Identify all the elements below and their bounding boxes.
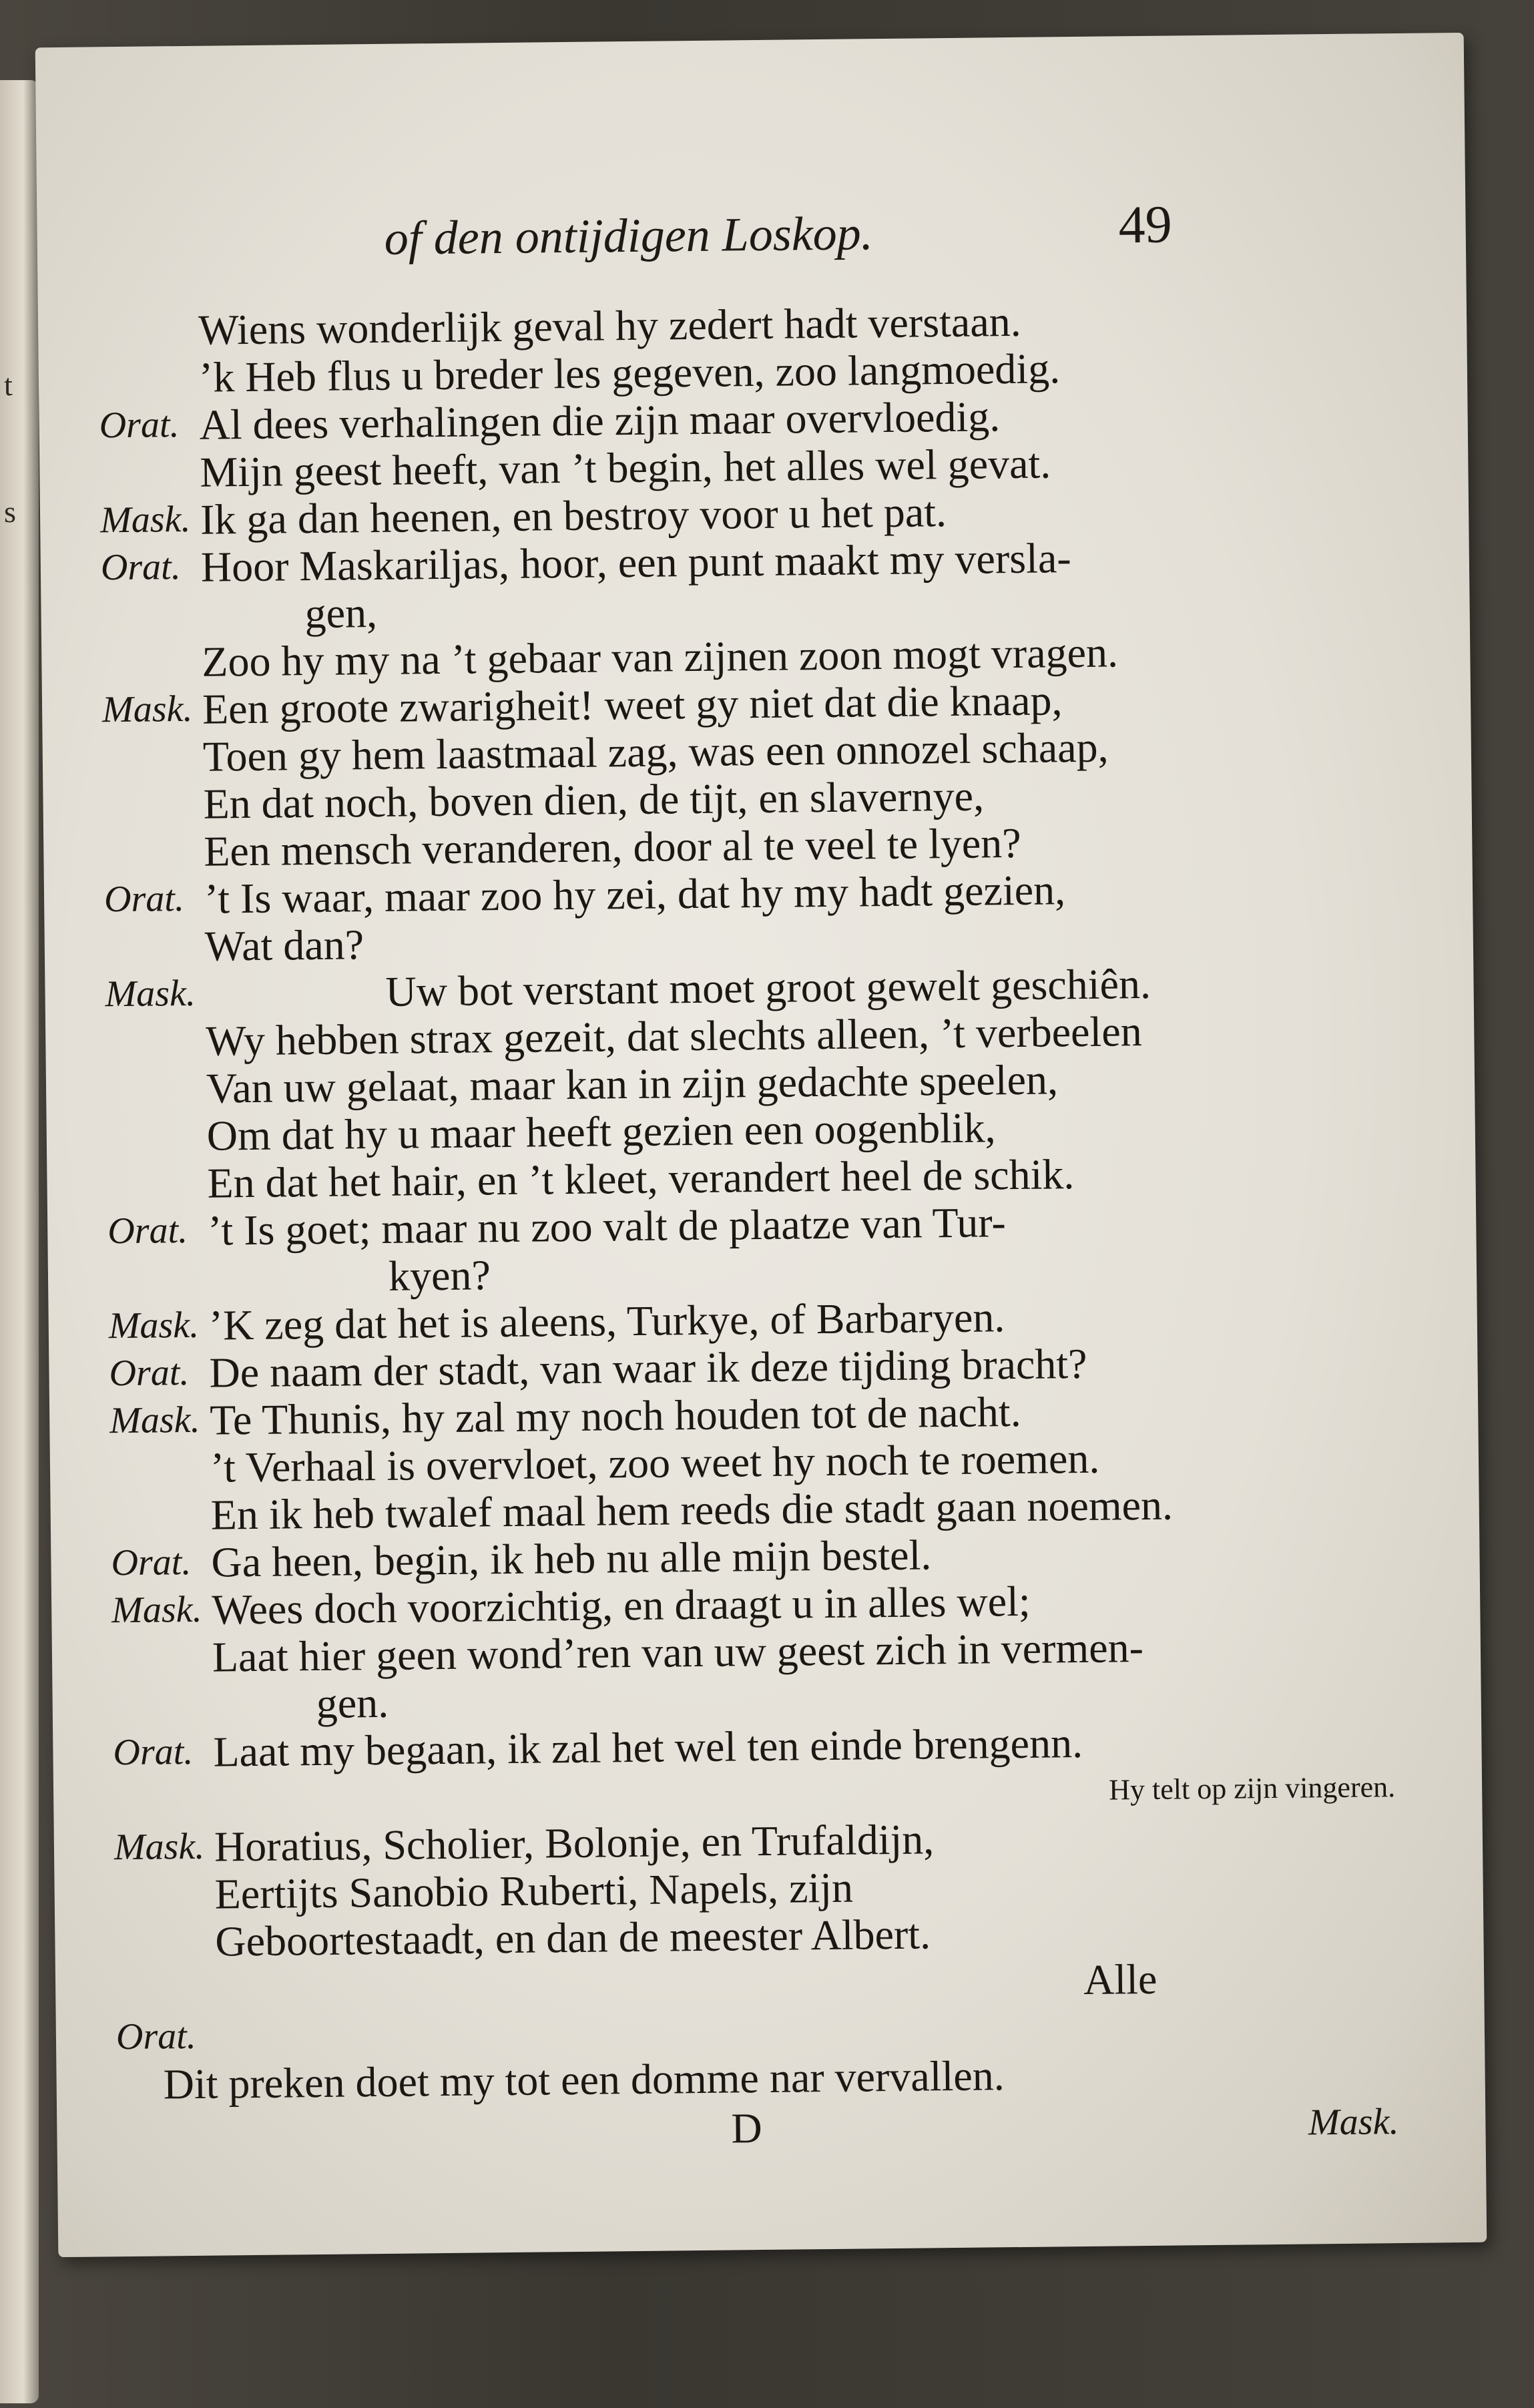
verse-text: Ga heen, begin, ik heb nu alle mijn bestel. bbox=[211, 1531, 932, 1586]
verse-text: ’t Verhaal is overvloet, zoo weet hy noch te roemen. bbox=[210, 1434, 1100, 1491]
verse-text: Uw bot verstant moet groot gewelt geschiên. bbox=[385, 959, 1152, 1015]
speaker-label: Orat. bbox=[113, 1730, 194, 1774]
verse-text: ’k Heb flus u breder les gegeven, zoo langmoedig. bbox=[198, 344, 1061, 401]
speaker-label: Orat. bbox=[99, 404, 180, 447]
speaker-label: Orat. bbox=[111, 1541, 192, 1584]
verse-text: Eertijts Sanobio Ruberti, Napels, zijn bbox=[214, 1863, 854, 1918]
verse-text: En ik heb twalef maal hem reeds die stadt gaan noemen. bbox=[210, 1481, 1174, 1539]
verse-lines-after bbox=[114, 1811, 1397, 1966]
verse-lines bbox=[98, 294, 1395, 1776]
verse-text: Ik ga dan heenen, en bestroy voor u het pat. bbox=[200, 488, 947, 543]
verse-text: gen, bbox=[304, 588, 378, 638]
verse-text: kyen? bbox=[388, 1251, 491, 1300]
verse-text: Wat dan? bbox=[204, 921, 364, 970]
verse-text: De naam der stadt, van waar ik deze tijding bracht? bbox=[209, 1339, 1087, 1397]
speaker-label: Orat. bbox=[115, 2015, 197, 2058]
verse-text: Mijn geest heeft, van ’t begin, het alles wel gevat. bbox=[200, 439, 1051, 496]
speaker-label: Mask. bbox=[99, 498, 191, 541]
verse-text: Horatius, Scholier, Bolonje, en Trufaldijn, bbox=[214, 1815, 935, 1871]
speaker-label: Mask. bbox=[101, 688, 193, 731]
speaker-label: Orat. bbox=[100, 546, 182, 589]
verse-text: Dit preken doet my tot een domme nar vervallen. bbox=[163, 2052, 1005, 2108]
verse-text: ’t Is goet; maar nu zoo valt de plaatze van Tur- bbox=[207, 1198, 1007, 1254]
speaker-label: Mask. bbox=[105, 972, 196, 1015]
running-head: of den ontijdigen Loskop. bbox=[384, 206, 874, 265]
facing-page-fragment: s bbox=[4, 495, 16, 529]
speaker-label: Orat. bbox=[103, 878, 185, 921]
facing-page-fragment: t bbox=[4, 368, 13, 402]
verse-text: Geboortestaadt, en dan de meester Albert. bbox=[215, 1910, 931, 1965]
verse-text: ’K zeg dat het is aleens, Turkye, of Barbaryen. bbox=[208, 1293, 1005, 1349]
stage-direction: Hy telt op zijn vingeren. bbox=[1108, 1770, 1396, 1807]
speaker-label: Mask. bbox=[113, 1825, 205, 1869]
page-number: 49 bbox=[1118, 195, 1173, 255]
verse-text: Te Thunis, hy zal my noch houden tot de nacht. bbox=[209, 1387, 1021, 1444]
catchword: Mask. bbox=[1308, 2101, 1399, 2144]
verse-text: En dat het hair, en ’t kleet, verandert heel de schik. bbox=[207, 1150, 1075, 1207]
speaker-label: Orat. bbox=[107, 1210, 188, 1252]
alle-word: Alle bbox=[1083, 1955, 1158, 2004]
verse-text: Wy hebben strax gezeit, dat slechts alleen, ’t verbeelen bbox=[205, 1007, 1142, 1065]
verse-text: gen. bbox=[316, 1678, 389, 1728]
verse-text: En dat noch, boven dien, de tijt, en slavernye, bbox=[203, 772, 985, 828]
book-page bbox=[35, 33, 1487, 2257]
verse-text: Laat my begaan, ik zal het wel ten einde brengenn. bbox=[213, 1719, 1083, 1776]
verse-text: Zoo hy my na ’t gebaar van zijnen zoon mogt vragen. bbox=[202, 628, 1119, 686]
verse-text: Een mensch veranderen, door al te veel te lyen? bbox=[203, 818, 1021, 875]
verse-text: Toen gy hem laastmaal zag, was een onnozel schaap, bbox=[202, 723, 1109, 780]
verse-text: Van uw gelaat, maar kan in zijn gedachte speelen, bbox=[206, 1055, 1059, 1112]
speaker-label: Orat. bbox=[109, 1351, 190, 1395]
verse-text: Al dees verhalingen die zijn maar overvloedig. bbox=[199, 393, 1001, 449]
verse-text: Wees doch voorzichtig, en draagt u in alles wel; bbox=[211, 1577, 1031, 1634]
verse-text: Laat hier geen wond’ren van uw geest zich in vermen- bbox=[212, 1624, 1144, 1681]
speaker-label: Mask. bbox=[109, 1399, 200, 1442]
verse-text: ’t Is waar, maar zoo hy zei, dat hy my hadt gezien, bbox=[204, 866, 1066, 923]
verse-text: Hoor Maskariljas, hoor, een punt maakt my versla- bbox=[200, 534, 1071, 591]
speaker-label: Mask. bbox=[111, 1588, 202, 1632]
signature-mark: D bbox=[731, 2104, 763, 2152]
verse-text: Om dat hy u maar heeft gezien een oogenblik, bbox=[206, 1104, 996, 1160]
facing-page-edge bbox=[0, 80, 39, 2403]
page-text bbox=[98, 294, 1399, 2162]
speaker-label: Mask. bbox=[108, 1304, 200, 1347]
verse-text: Een groote zwarigheit! weet gy niet dat die knaap, bbox=[202, 676, 1063, 733]
verse-text: Wiens wonderlijk geval hy zedert hadt verstaan. bbox=[198, 297, 1022, 354]
